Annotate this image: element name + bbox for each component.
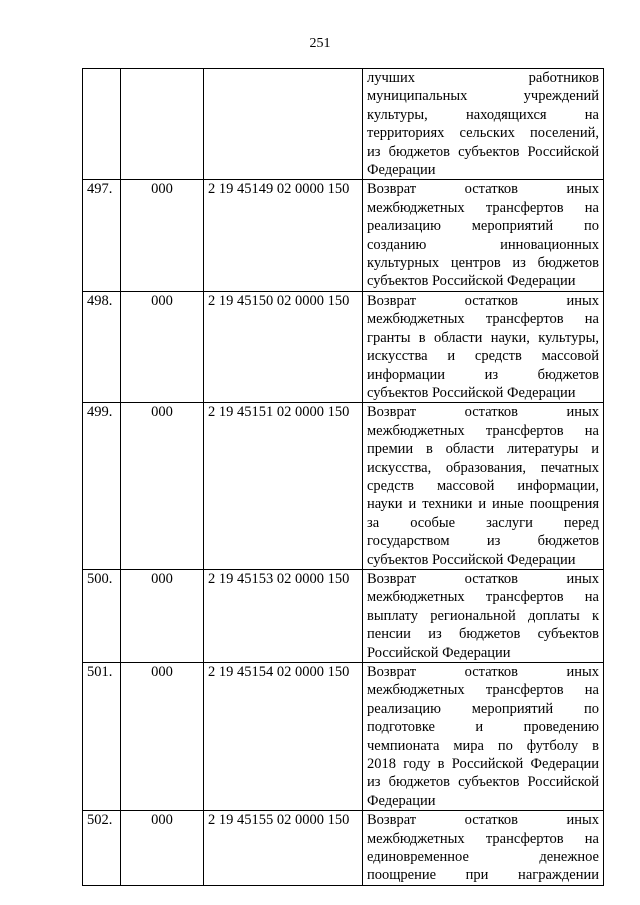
name-line: муниципальных учреждений: [367, 88, 599, 105]
name-line: территориях сельских поселений,: [367, 125, 599, 142]
revenue-name-cell: [363, 569, 604, 662]
table-row: [83, 569, 604, 662]
name-line: премии в области литературы и: [367, 441, 599, 458]
admin-code-cell: 000: [121, 403, 204, 570]
name-line: реализацию мероприятий по: [367, 700, 599, 717]
name-line: субъектов Российской Федерации: [367, 384, 576, 401]
name-line: науки и техники и иные поощрения: [367, 496, 599, 513]
name-line: Возврат остатков иных: [367, 181, 599, 198]
table-row: [83, 69, 604, 180]
name-line: культурных центров из бюджетов: [367, 255, 599, 272]
row-number-cell: [83, 69, 121, 180]
name-line: созданию инновационных: [367, 236, 599, 253]
budget-code-cell: [204, 69, 363, 180]
revenue-name-cell: [363, 180, 604, 291]
revenue-name-cell: [363, 69, 604, 180]
name-line: Возврат остатков иных: [367, 664, 599, 680]
name-line: межбюджетных трансфертов на: [367, 830, 599, 847]
admin-code-cell: [121, 69, 204, 180]
admin-code-cell: 000: [121, 663, 204, 811]
revenue-name-cell: [363, 291, 604, 402]
revenue-name-cell: [363, 811, 604, 886]
name-line: лучших работников: [367, 70, 599, 86]
name-line: средств массовой информации,: [367, 477, 599, 494]
budget-code-cell: 2 19 45155 02 0000 150: [204, 811, 363, 886]
name-line: пенсии из бюджетов субъектов: [367, 626, 599, 643]
name-line: из бюджетов субъектов Российской: [367, 143, 599, 160]
name-line: культуры, находящихся на: [367, 106, 599, 123]
name-line: выплату региональной доплаты к: [367, 607, 599, 624]
admin-code-cell: 000: [121, 291, 204, 402]
row-number-cell: 497.: [83, 180, 121, 291]
budget-code-cell: 2 19 45153 02 0000 150: [204, 569, 363, 662]
name-line: субъектов Российской Федерации: [367, 551, 576, 568]
name-line: за особые заслуги перед: [367, 514, 599, 531]
name-line: единовременное денежное: [367, 849, 599, 866]
name-line: Российской Федерации: [367, 644, 511, 661]
row-number-cell: 499.: [83, 403, 121, 570]
table-row: [83, 291, 604, 402]
name-line: Возврат остатков иных: [367, 404, 599, 421]
table-body: [83, 69, 604, 886]
name-line: межбюджетных трансфертов на: [367, 589, 599, 606]
name-line: Возврат остатков иных: [367, 812, 599, 829]
name-line: Федерации: [367, 792, 436, 809]
row-number-cell: 501.: [83, 663, 121, 811]
name-line: чемпионата мира по футболу в: [367, 737, 599, 754]
table-row: [83, 811, 604, 886]
name-line: государством из бюджетов: [367, 533, 599, 550]
admin-code-cell: 000: [121, 180, 204, 291]
revenue-name-cell: [363, 663, 604, 811]
name-line: Возврат остатков иных: [367, 570, 599, 587]
name-line: межбюджетных трансфертов на: [367, 422, 599, 439]
budget-code-cell: 2 19 45154 02 0000 150: [204, 663, 363, 811]
name-line: субъектов Российской Федерации: [367, 273, 576, 290]
revenue-name-cell: [363, 403, 604, 570]
page-number: 251: [309, 36, 331, 51]
name-line: 2018 году в Российской Федерации: [367, 756, 599, 773]
name-line: из бюджетов субъектов Российской: [367, 774, 599, 791]
name-line: Федерации: [367, 162, 436, 179]
budget-code-cell: 2 19 45149 02 0000 150: [204, 180, 363, 291]
name-line: информации из бюджетов: [367, 366, 599, 383]
budget-code-cell: 2 19 45150 02 0000 150: [204, 291, 363, 402]
name-line: подготовке и проведению: [367, 719, 599, 736]
table-row: [83, 180, 604, 291]
name-line: межбюджетных трансфертов на: [367, 682, 599, 699]
name-line: Возврат остатков иных: [367, 292, 599, 309]
budget-code-cell: 2 19 45151 02 0000 150: [204, 403, 363, 570]
name-line: искусства и средств массовой: [367, 348, 599, 365]
row-number-cell: 502.: [83, 811, 121, 886]
name-line: реализацию мероприятий по: [367, 218, 599, 235]
row-number-cell: 500.: [83, 569, 121, 662]
name-line: искусства, образования, печатных: [367, 459, 599, 476]
name-line: межбюджетных трансфертов на: [367, 311, 599, 328]
admin-code-cell: 000: [121, 569, 204, 662]
name-line: поощрение при награждении: [367, 867, 599, 884]
table-row: [83, 663, 604, 811]
row-number-cell: 498.: [83, 291, 121, 402]
budget-revenue-table: [82, 68, 604, 886]
table-row: [83, 403, 604, 570]
name-line: гранты в области науки, культуры,: [367, 329, 599, 346]
admin-code-cell: 000: [121, 811, 204, 886]
name-line: межбюджетных трансфертов на: [367, 199, 599, 216]
